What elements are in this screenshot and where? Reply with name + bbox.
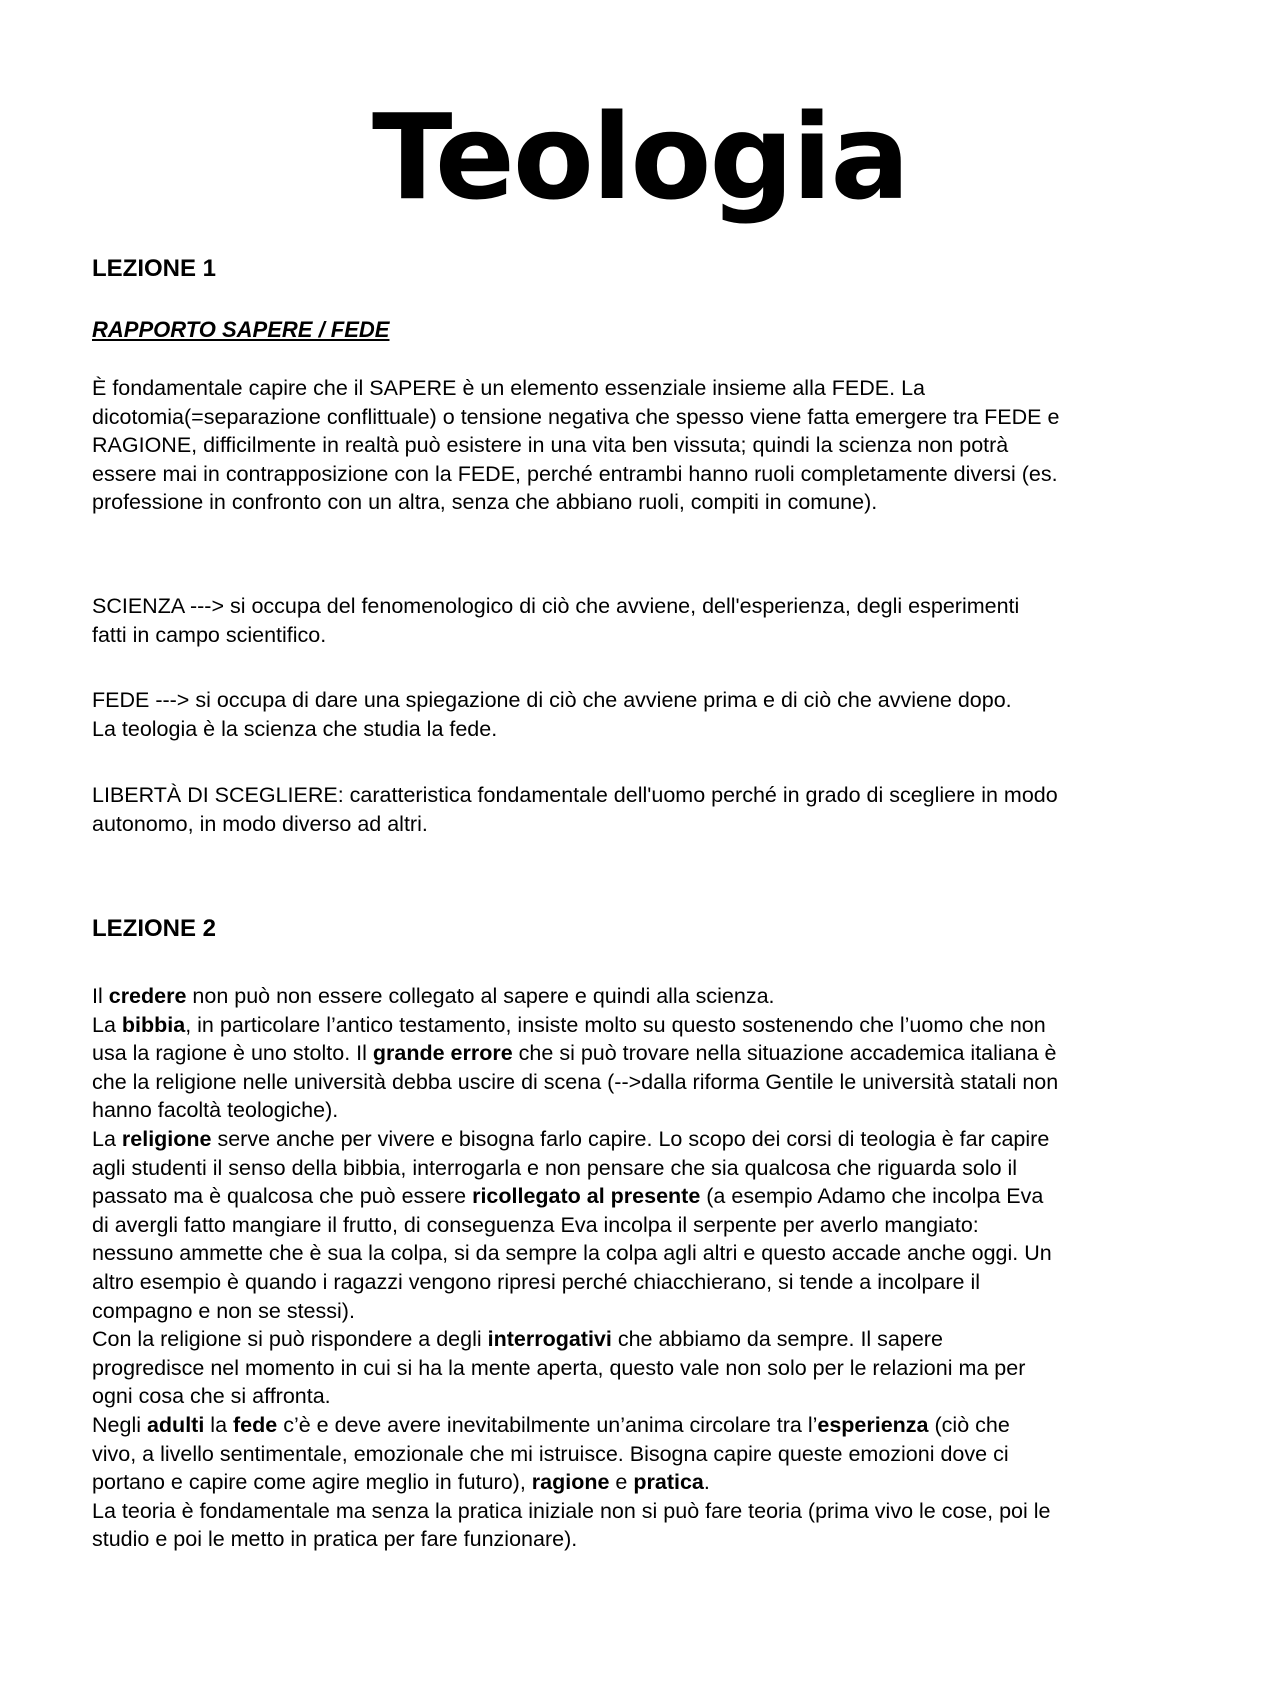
text-line: La teoria è fondamentale ma senza la pratica iniziale non si può fare teoria (prima vivo le cose, poi le <box>92 1498 1051 1523</box>
text-line: La religione serve anche per vivere e bisogna farlo capire. Lo scopo dei corsi di teologia è far capire <box>92 1126 1050 1151</box>
text-line: nessuno ammette che è sua la colpa, si da sempre la colpa agli altri e questo accade anche oggi. Un <box>92 1241 1052 1266</box>
text-line: La bibbia, in particolare l’antico testamento, insiste molto su questo sostenendo che l’uomo che non <box>92 1012 1046 1037</box>
text-line: altro esempio è quando i ragazzi vengono ripresi perché chiacchierano, si tende a incolpare il <box>92 1269 980 1294</box>
text-line: progredisce nel momento in cui si ha la mente aperta, questo vale non solo per le relazioni ma per <box>92 1355 1026 1380</box>
text-line: fatti in campo scientifico. <box>92 622 327 647</box>
text-line: dicotomia(=separazione conflittuale) o tensione negativa che spesso viene fatta emergere tra FEDE e <box>92 404 1060 429</box>
lesson-1-subheading: RAPPORTO SAPERE / FEDE <box>92 317 390 342</box>
text-line: RAGIONE, difficilmente in realtà può esistere in una vita ben vissuta; quindi la scienza non potrà <box>92 433 1009 458</box>
text-line: ogni cosa che si affronta. <box>92 1384 331 1409</box>
text-line: Negli adulti la fede c’è e deve avere inevitabilmente un’anima circolare tra l’esperienza (ciò che <box>92 1412 1010 1437</box>
text-line: autonomo, in modo diverso ad altri. <box>92 811 428 836</box>
text-line: FEDE ---> si occupa di dare una spiegazione di ciò che avviene prima e di ciò che avviene dopo. <box>92 688 1012 712</box>
text-line: LIBERTÀ DI SCEGLIERE: caratteristica fondamentale dell'uomo perché in grado di scegliere in modo <box>92 783 1058 807</box>
text-line: passato ma è qualcosa che può essere ricollegato al presente (a esempio Adamo che incolpa Eva <box>92 1184 1044 1209</box>
text-line: È fondamentale capire che il SAPERE è un elemento essenziale insieme alla FEDE. La <box>92 376 925 400</box>
text-line: studio e poi le metto in pratica per fare funzionare). <box>92 1527 578 1552</box>
text-line: compagno e non se stessi). <box>92 1298 355 1323</box>
text-line: che la religione nelle università debba uscire di scena (-->dalla riforma Gentile le università statali non <box>92 1069 1059 1094</box>
lesson-1-paragraph-liberta <box>92 781 1222 838</box>
page-title: Teologia <box>372 88 908 226</box>
text-line: agli studenti il senso della bibbia, interrogarla e non pensare che sia qualcosa che riguarda solo il <box>92 1155 1018 1180</box>
lesson-1-paragraph-scienza <box>92 592 1222 649</box>
text-line: hanno facoltà teologiche). <box>92 1098 339 1123</box>
lesson-2-heading: LEZIONE 2 <box>92 915 217 942</box>
lesson-1-heading: LEZIONE 1 <box>92 255 217 282</box>
text-line: vivo, a livello sentimentale, emozionale che mi istruisce. Bisogna capire queste emozioni dove ci <box>92 1441 1009 1466</box>
text-line: portano e capire come agire meglio in futuro), ragione e pratica. <box>92 1470 710 1495</box>
text-line: La teologia è la scienza che studia la fede. <box>92 716 498 741</box>
text-line: Con la religione si può rispondere a degli interrogativi che abbiamo da sempre. Il sapere <box>92 1327 943 1352</box>
text-line: SCIENZA ---> si occupa del fenomenologico di ciò che avviene, dell'esperienza, degli esperimenti <box>92 594 1020 618</box>
lesson-1-paragraph-fede <box>92 686 1222 743</box>
text-line: professione in confronto con un altra, senza che abbiano ruoli, compiti in comune). <box>92 490 878 515</box>
lesson-1-paragraph-1 <box>92 374 1222 517</box>
text-line: Il credere non può non essere collegato al sapere e quindi alla scienza. <box>92 984 775 1008</box>
lesson-2-body <box>92 982 1222 1554</box>
text-line: essere mai in contrapposizione con la FEDE, perché entrambi hanno ruoli completamente diversi (es. <box>92 461 1058 486</box>
text-line: usa la ragione è uno stolto. Il grande errore che si può trovare nella situazione accademica italiana è <box>92 1041 1057 1066</box>
text-line: di avergli fatto mangiare il frutto, di conseguenza Eva incolpa il serpente per averlo mangiato: <box>92 1212 979 1237</box>
